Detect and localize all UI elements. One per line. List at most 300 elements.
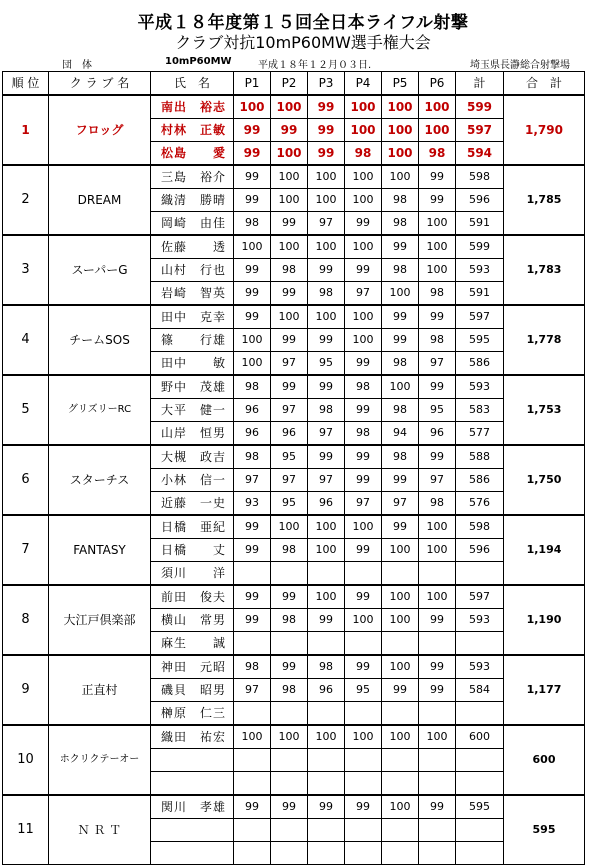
shooter-sum: 591 [456,282,504,306]
score-p6: 99 [419,305,456,329]
score-p4 [345,749,382,772]
team-club-name: グリズリーRC [49,375,151,445]
score-p2 [271,749,308,772]
team-total: 1,190 [504,585,585,655]
shooter-name: 前田 俊夫 [151,585,234,609]
score-p5: 98 [382,445,419,469]
score-p2: 95 [271,445,308,469]
score-p2: 99 [271,212,308,236]
score-p1 [234,772,271,796]
event-venue: 埼玉県長瀞総合射撃場 [470,60,570,71]
score-p2: 100 [271,515,308,539]
score-p6: 97 [419,352,456,376]
score-p3: 95 [308,352,345,376]
score-p3: 99 [308,259,345,282]
team-total: 600 [504,725,585,795]
score-p1: 99 [234,515,271,539]
shooter-sum: 598 [456,165,504,189]
score-p6: 99 [419,609,456,632]
score-p3 [308,632,345,656]
shooter-sum [456,819,504,842]
score-p5 [382,842,419,865]
team-total: 1,194 [504,515,585,585]
score-p5: 100 [382,282,419,306]
score-p4: 99 [345,539,382,562]
score-p2: 100 [271,165,308,189]
shooter-name: 麻生 誠 [151,632,234,656]
shooter-name: 神田 元昭 [151,655,234,679]
score-p6 [419,632,456,656]
score-p3: 100 [308,305,345,329]
score-p6 [419,702,456,726]
shooter-name: 須川 洋 [151,562,234,586]
score-p3: 97 [308,469,345,492]
score-p4: 100 [345,165,382,189]
score-p6 [419,562,456,586]
score-p6: 100 [419,212,456,236]
score-p2: 97 [271,399,308,422]
page-title: 平成１８年度第１５回全日本ライフル射撃 [137,13,469,33]
score-p2: 100 [271,235,308,259]
score-p2 [271,562,308,586]
shooter-name: 山岸 恒男 [151,422,234,446]
score-p4: 100 [345,725,382,749]
team-rank: 5 [3,375,49,445]
score-p4: 98 [345,142,382,166]
score-p5: 100 [382,165,419,189]
results-table [2,71,585,865]
score-p1: 100 [234,725,271,749]
score-p2: 95 [271,492,308,516]
score-p3 [308,842,345,865]
team-rank: 10 [3,725,49,795]
score-p5: 98 [382,259,419,282]
shooter-name: 大平 健一 [151,399,234,422]
score-p4: 100 [345,609,382,632]
score-p6: 98 [419,329,456,352]
team-club-name: フロッグ [49,95,151,165]
score-p4: 99 [345,585,382,609]
score-p3: 99 [308,795,345,819]
shooter-sum: 586 [456,469,504,492]
team-club-name: スーパーG [49,235,151,305]
score-p2 [271,772,308,796]
shooter-name: 大槻 政吉 [151,445,234,469]
score-p4: 97 [345,492,382,516]
event-date: 平成１８年１２月０３日. [258,60,372,71]
score-p5: 99 [382,469,419,492]
team-rank: 6 [3,445,49,515]
shooter-sum: 596 [456,539,504,562]
shooter-sum [456,749,504,772]
shooter-sum: 595 [456,329,504,352]
shooter-sum: 597 [456,119,504,142]
score-p3: 96 [308,679,345,702]
score-p1: 100 [234,352,271,376]
score-p5: 100 [382,585,419,609]
header-row [3,72,585,96]
header-p1: P1 [234,72,271,96]
score-p1 [234,749,271,772]
header-p6: P6 [419,72,456,96]
score-p3: 99 [308,375,345,399]
score-p5: 100 [382,119,419,142]
score-p4 [345,772,382,796]
score-p4 [345,562,382,586]
score-p5: 100 [382,795,419,819]
team-club-name: 正直村 [49,655,151,725]
score-p4: 99 [345,352,382,376]
team-rank: 1 [3,95,49,165]
team-club-name: 大江戸倶楽部 [49,585,151,655]
shooter-name: 織田 祐宏 [151,725,234,749]
header-rank: 順 位 [3,72,49,96]
score-p1 [234,819,271,842]
shooter-sum [456,702,504,726]
table-row [3,795,585,819]
score-p5: 100 [382,655,419,679]
shooter-sum: 596 [456,189,504,212]
score-p3: 100 [308,585,345,609]
shooter-name: 榊原 仁三 [151,702,234,726]
score-p2: 99 [271,585,308,609]
score-p6: 99 [419,189,456,212]
score-p2: 99 [271,795,308,819]
shooter-name: 三島 裕介 [151,165,234,189]
team-total: 595 [504,795,585,865]
score-p2: 100 [271,725,308,749]
score-p4: 100 [345,95,382,119]
shooter-name: 磯貝 昭男 [151,679,234,702]
score-p1: 97 [234,469,271,492]
score-p3: 100 [308,725,345,749]
shooter-sum: 577 [456,422,504,446]
score-p5: 99 [382,679,419,702]
score-p6 [419,749,456,772]
score-p3: 97 [308,422,345,446]
score-p4: 98 [345,375,382,399]
score-p5: 100 [382,609,419,632]
score-p3: 98 [308,655,345,679]
score-p2: 99 [271,282,308,306]
score-p6: 100 [419,235,456,259]
shooter-sum: 584 [456,679,504,702]
score-p1: 96 [234,399,271,422]
header-club: ク ラ ブ 名 [49,72,151,96]
table-row [3,165,585,189]
score-p5 [382,772,419,796]
score-p5: 98 [382,352,419,376]
shooter-name: 日橋 亜紀 [151,515,234,539]
header-name: 氏 名 [151,72,234,96]
team-rank: 2 [3,165,49,235]
score-p3: 100 [308,539,345,562]
score-p4: 99 [345,655,382,679]
team-rank: 4 [3,305,49,375]
score-p2 [271,632,308,656]
score-p1: 99 [234,119,271,142]
shooter-name [151,749,234,772]
shooter-name: 松島 愛 [151,142,234,166]
shooter-name: 南出 裕志 [151,95,234,119]
score-p3 [308,562,345,586]
score-p4: 100 [345,329,382,352]
score-p1: 99 [234,189,271,212]
score-p5: 100 [382,142,419,166]
shooter-name: 田中 克幸 [151,305,234,329]
shooter-sum: 593 [456,655,504,679]
score-p3: 96 [308,492,345,516]
score-p4: 99 [345,212,382,236]
shooter-name: 篠 行雄 [151,329,234,352]
score-p1: 96 [234,422,271,446]
score-p5: 98 [382,399,419,422]
score-p4: 97 [345,282,382,306]
score-p1: 98 [234,212,271,236]
team-rank: 11 [3,795,49,865]
score-p5 [382,562,419,586]
score-p6: 100 [419,585,456,609]
score-p1: 99 [234,259,271,282]
score-p6: 96 [419,422,456,446]
score-p2: 100 [271,95,308,119]
team-total: 1,783 [504,235,585,305]
score-p4 [345,632,382,656]
score-p6: 98 [419,282,456,306]
score-p3: 99 [308,329,345,352]
score-p5: 100 [382,95,419,119]
shooter-sum [456,842,504,865]
score-p1: 99 [234,795,271,819]
score-p1: 97 [234,679,271,702]
shooter-sum: 600 [456,725,504,749]
shooter-sum: 593 [456,609,504,632]
header-p5: P5 [382,72,419,96]
shooter-name: 田中 敏 [151,352,234,376]
score-p1: 99 [234,305,271,329]
score-p6: 100 [419,539,456,562]
shooter-name: 関川 孝雄 [151,795,234,819]
score-p2: 97 [271,469,308,492]
score-p1: 99 [234,585,271,609]
shooter-sum: 583 [456,399,504,422]
shooter-name: 近藤 一史 [151,492,234,516]
score-p3: 99 [308,119,345,142]
header-total: 合 計 [504,72,585,96]
score-p1: 99 [234,165,271,189]
score-p1: 93 [234,492,271,516]
table-row [3,235,585,259]
team-total: 1,785 [504,165,585,235]
score-p6: 100 [419,119,456,142]
score-p3: 100 [308,515,345,539]
score-p1: 99 [234,539,271,562]
score-p4: 99 [345,259,382,282]
score-p2: 100 [271,305,308,329]
score-p6 [419,772,456,796]
team-club-name: スターチス [49,445,151,515]
score-p3: 99 [308,142,345,166]
shooter-name [151,772,234,796]
table-row [3,305,585,329]
score-p2: 98 [271,609,308,632]
shooter-name: 織清 勝晴 [151,189,234,212]
score-p4: 95 [345,679,382,702]
score-p1: 100 [234,95,271,119]
score-p2: 99 [271,655,308,679]
team-rank: 7 [3,515,49,585]
score-p3: 100 [308,235,345,259]
score-p4: 100 [345,119,382,142]
score-p2: 97 [271,352,308,376]
team-club-name: Ｎ Ｒ Ｔ [49,795,151,865]
shooter-sum: 599 [456,235,504,259]
score-p6: 99 [419,655,456,679]
score-p4: 100 [345,235,382,259]
event-name: 10mP60MW [165,56,232,67]
score-p2: 100 [271,142,308,166]
shooter-name: 小林 信一 [151,469,234,492]
score-p6: 99 [419,679,456,702]
score-p2: 100 [271,189,308,212]
score-p3: 97 [308,212,345,236]
score-p4: 99 [345,445,382,469]
shooter-sum: 594 [456,142,504,166]
team-club-name: FANTASY [49,515,151,585]
team-total: 1,778 [504,305,585,375]
table-row [3,655,585,679]
score-p6: 99 [419,165,456,189]
team-rank: 9 [3,655,49,725]
score-p6 [419,819,456,842]
score-p5: 100 [382,725,419,749]
table-row [3,95,585,119]
shooter-name: 山村 行也 [151,259,234,282]
score-p2 [271,819,308,842]
division-label: 団 体 [62,60,92,71]
score-p1: 98 [234,375,271,399]
score-p4: 99 [345,399,382,422]
score-p1 [234,562,271,586]
score-p2 [271,702,308,726]
score-p2: 98 [271,679,308,702]
score-p4: 99 [345,469,382,492]
score-p3: 98 [308,399,345,422]
score-p2: 99 [271,375,308,399]
score-p4 [345,702,382,726]
score-p5 [382,749,419,772]
header-sum: 計 [456,72,504,96]
team-total: 1,750 [504,445,585,515]
score-p4: 98 [345,422,382,446]
score-p2: 96 [271,422,308,446]
score-p4 [345,842,382,865]
score-p6: 100 [419,725,456,749]
score-p2: 98 [271,539,308,562]
team-total: 1,790 [504,95,585,165]
score-p4: 99 [345,795,382,819]
score-p4 [345,819,382,842]
shooter-name: 佐藤 透 [151,235,234,259]
score-p3: 98 [308,282,345,306]
score-p1: 100 [234,329,271,352]
score-p5: 99 [382,329,419,352]
table-row [3,515,585,539]
score-p1: 99 [234,609,271,632]
shooter-sum: 576 [456,492,504,516]
score-p5: 98 [382,189,419,212]
score-p3 [308,749,345,772]
score-p3: 100 [308,165,345,189]
score-p1: 100 [234,235,271,259]
shooter-sum [456,772,504,796]
shooter-name: 岡崎 由佳 [151,212,234,236]
score-p5: 97 [382,492,419,516]
header-p4: P4 [345,72,382,96]
score-p6: 100 [419,259,456,282]
score-p6: 99 [419,795,456,819]
shooter-sum: 595 [456,795,504,819]
score-p5: 100 [382,539,419,562]
shooter-sum [456,562,504,586]
score-p5 [382,632,419,656]
score-p6: 99 [419,445,456,469]
team-total: 1,177 [504,655,585,725]
score-p3 [308,702,345,726]
shooter-name: 横山 常男 [151,609,234,632]
shooter-sum: 593 [456,259,504,282]
score-p1: 98 [234,655,271,679]
score-p6: 95 [419,399,456,422]
score-p5: 99 [382,305,419,329]
score-p2 [271,842,308,865]
score-p1: 99 [234,282,271,306]
score-p4: 100 [345,189,382,212]
shooter-sum: 591 [456,212,504,236]
shooter-sum [456,632,504,656]
table-row [3,585,585,609]
score-p1: 98 [234,445,271,469]
shooter-sum: 593 [456,375,504,399]
score-p5: 100 [382,375,419,399]
shooter-name [151,819,234,842]
score-p1: 99 [234,142,271,166]
score-p3 [308,819,345,842]
score-p1 [234,632,271,656]
score-p6 [419,842,456,865]
table-row [3,445,585,469]
score-p6: 99 [419,375,456,399]
score-p2: 99 [271,119,308,142]
score-p3: 100 [308,189,345,212]
score-p6: 98 [419,142,456,166]
page-subtitle: クラブ対抗10mP60MW選手権大会 [175,33,431,52]
team-club-name: ホクリクテーオー [49,725,151,795]
team-club-name: チームSOS [49,305,151,375]
score-p3: 99 [308,95,345,119]
score-p6: 98 [419,492,456,516]
header-p3: P3 [308,72,345,96]
shooter-sum: 597 [456,585,504,609]
score-p2: 99 [271,329,308,352]
score-p5 [382,819,419,842]
shooter-name: 岩崎 智英 [151,282,234,306]
score-p5: 94 [382,422,419,446]
shooter-name: 野中 茂雄 [151,375,234,399]
shooter-sum: 597 [456,305,504,329]
shooter-sum: 598 [456,515,504,539]
score-p4: 100 [345,305,382,329]
